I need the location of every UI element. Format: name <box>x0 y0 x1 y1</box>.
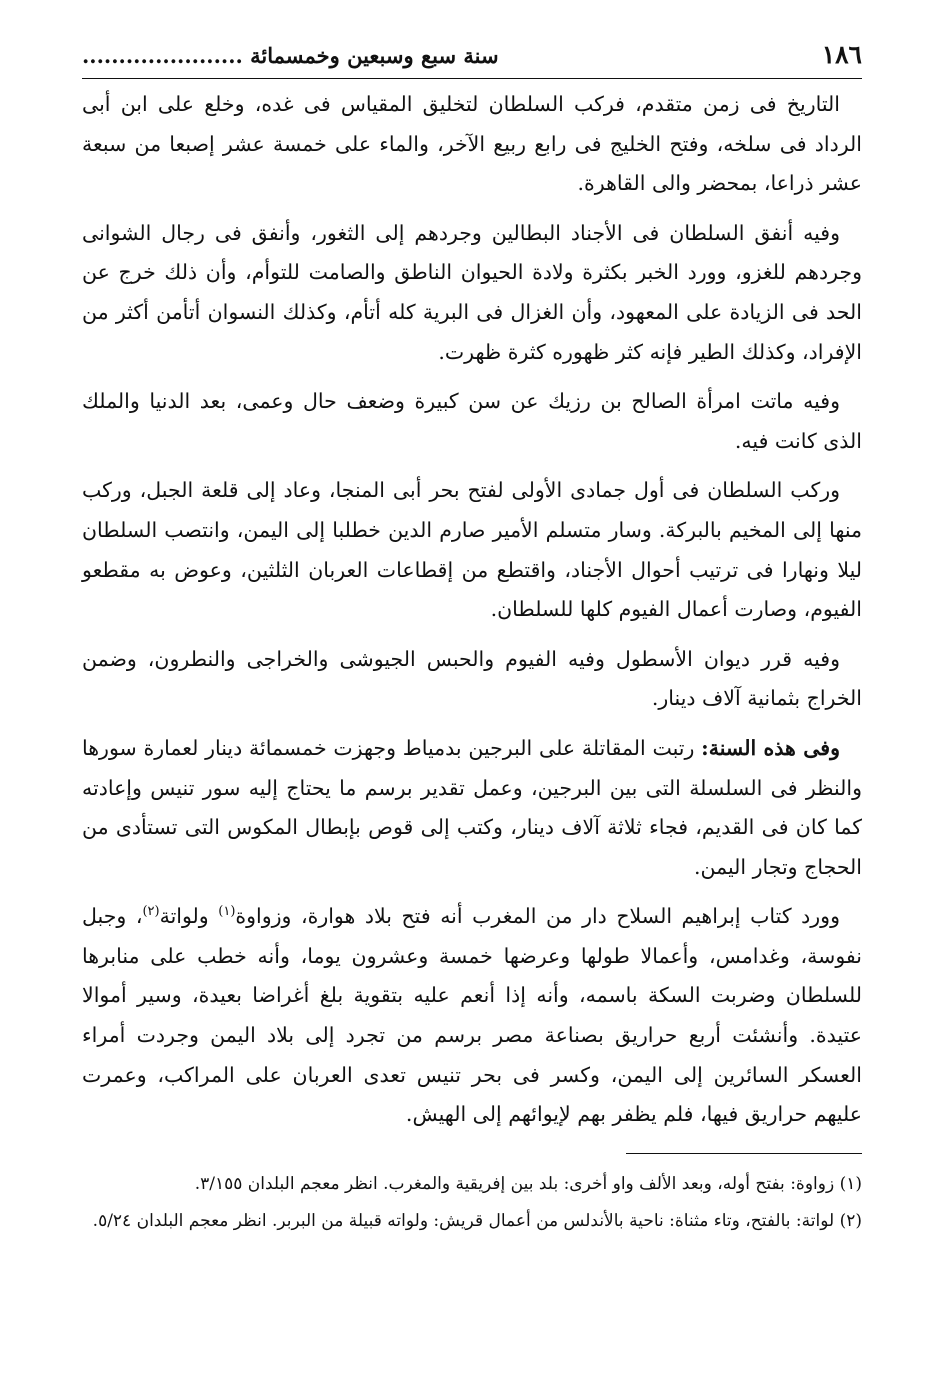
paragraph <box>82 729 862 887</box>
paragraph: التاريخ فى زمن متقدم، فركب السلطان لتخليق المقياس فى غده، وخلع على ابن أبى الرداد فى سلخه، وفتح الخليج فى رابع ربيع الآخر، والماء على خمسة عشر إصبعا من سبعة عشر ذراعا، بمحضر والى القاهرة. <box>82 92 862 196</box>
body-text <box>82 85 862 1135</box>
footnotes <box>82 1168 862 1238</box>
paragraph-text: رتبت المقاتلة على البرجين بدمياط وجهزت خمسمائة دينار لعمارة سورها والنظر فى السلسلة التى بين البرجين، وعمل تقدير برسم ما يحتاج إليه سور تنيس وإعادته كما كان فى القديم، فجاء ثلاثة آلاف دينار، وكتب إلى قوص بإبطال المكوس التى تستأدى من الحجاج وتجار اليمن. <box>82 735 862 879</box>
footnote-divider <box>626 1153 862 1154</box>
running-title: سنة سبع وسبعين وخمسمائة ...................... <box>82 43 499 68</box>
footnote: (١) زواوة: بفتح أوله، وبعد الألف واو أخرى: بلد بين إفريقية والمغرب. انظر معجم البلدان ٣/١٥٥. <box>194 1173 862 1194</box>
page-number: ١٨٦ <box>821 40 862 69</box>
paragraph-text: ، وجبل نفوسة، وغدامس، وأعمالا طولها وعرضها خمسة وعشرون يوما، وأنه خطب على منابرها للسلطان وضربت السكة باسمه، وأنه إذا أنعم عليه بتقوية بلغ أغراضا بعيدة، وسير أموالا عتيدة. وأنشئت أربع حراريق بصناعة مصر برسم من تجرد إلى بلاد اليمن وجردت أمراء العسكر السائرين إلى اليمن، وكسر فى بحر تنيس تعدى العربان على المراكب، وعمرت عليهم حراريق فيها، فلم يظفر بهم لإيوائهم إلى الهيش. <box>82 904 862 1127</box>
page-header <box>82 38 862 79</box>
paragraph: وفيه قرر ديوان الأسطول وفيه الفيوم والحبس الجيوشى والخراجى والنطرون، وضمن الخراج بثمانية آلاف دينار. <box>82 646 862 711</box>
footnote-ref: (٢) <box>142 904 160 920</box>
paragraph-lead: وفى هذه السنة: <box>701 735 840 760</box>
paragraph: وفيه ماتت امرأة الصالح بن رزيك عن سن كبيرة وضعف حال وعمى، بعد الدنيا والملك الذى كانت فيه. <box>82 389 862 453</box>
paragraph <box>82 897 862 1135</box>
paragraph-text: ولواتة <box>159 904 219 929</box>
book-page <box>82 38 862 1242</box>
paragraph: وفيه أنفق السلطان فى الأجناد البطالين وجردهم إلى الثغور، وأنفق فى رجال الشوانى وجردهم للغزو، وورد الخبر بكثرة ولادة الحيوان الناطق والصامت للتوأم، وأن ذلك خرج عن الحد فى الزيادة على المعهود، وأن الغزال فى البرية كله أتأم، وكذلك النسوان أتأمن أكثر من الإفراد، وكذلك الطير فإنه كثر ظهوره كثرة ظهرت. <box>82 220 862 364</box>
paragraph: وركب السلطان فى أول جمادى الأولى لفتح بحر أبى المنجا، وعاد إلى قلعة الجبل، وركب منها إلى المخيم بالبركة. وسار متسلم الأمير صارم الدين خطلبا إلى اليمن، وانتصب السلطان ليلا ونهارا فى ترتيب أحوال الأجناد، واقتطع من إقطاعات العربان الثلثين، وعوض به مقطعو الفيوم، وصارت أعمال الفيوم كلها للسلطان. <box>82 478 862 622</box>
footnote: (٢) لواتة: بالفتح، وتاء مثناة: ناحية بالأندلس من أعمال قريش: ولواته قبيلة من البربر. انظر معجم البلدان ٥/٢٤. <box>92 1210 862 1231</box>
footnote-ref: (١) <box>218 904 236 920</box>
paragraph-text: وورد كتاب إبراهيم السلاح دار من المغرب أنه فتح بلاد هوارة، وزواوة <box>235 904 840 929</box>
